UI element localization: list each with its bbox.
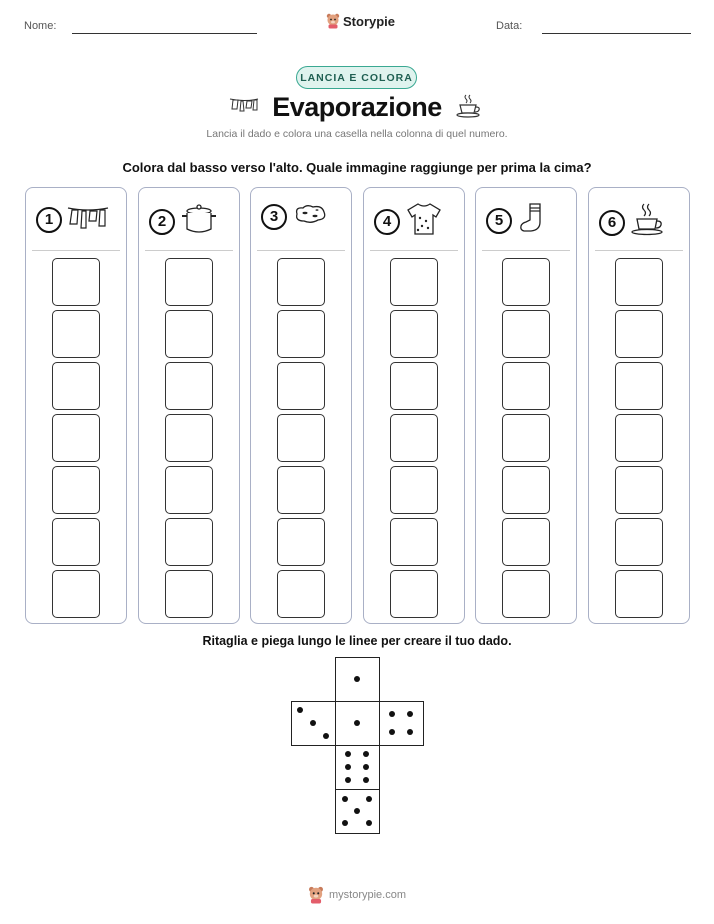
column-header (374, 202, 443, 241)
footer (0, 886, 714, 904)
dice-pip (363, 777, 369, 783)
column-4 (363, 187, 465, 624)
color-box[interactable] (390, 258, 438, 306)
dice-pip (354, 808, 360, 814)
hot-cup-small-icon (455, 93, 483, 119)
column-number: 2 (149, 209, 175, 235)
storypie-logo (326, 13, 395, 29)
color-box[interactable] (165, 414, 213, 462)
column-divider (32, 250, 120, 251)
color-box[interactable] (390, 518, 438, 566)
color-box[interactable] (615, 570, 663, 618)
color-box[interactable] (502, 414, 550, 462)
color-box[interactable] (502, 518, 550, 566)
name-label: Nome: (24, 20, 57, 32)
dice-pip (323, 733, 329, 739)
color-box[interactable] (277, 466, 325, 514)
column-number: 6 (599, 210, 625, 236)
dice-pip (342, 796, 348, 802)
color-box[interactable] (165, 466, 213, 514)
color-box[interactable] (277, 414, 325, 462)
column-1 (25, 187, 127, 624)
dice-pip (342, 820, 348, 826)
column-number: 5 (486, 208, 512, 234)
sock-icon (517, 202, 547, 239)
page-title: Evaporazione (272, 92, 442, 122)
color-box[interactable] (277, 258, 325, 306)
dice-pip (297, 707, 303, 713)
dice-pip (407, 729, 413, 735)
color-box[interactable] (52, 414, 100, 462)
dice-pip (407, 711, 413, 717)
clothesline-icon (67, 202, 109, 237)
column-header (149, 202, 218, 241)
column-divider (595, 250, 683, 251)
color-box[interactable] (165, 570, 213, 618)
column-divider (145, 250, 233, 251)
dice-face-1-center (335, 701, 380, 746)
puddle-icon (292, 202, 328, 231)
color-box[interactable] (277, 518, 325, 566)
color-box[interactable] (502, 466, 550, 514)
color-box[interactable] (52, 518, 100, 566)
clothesline-small-icon (229, 96, 259, 114)
dice-pip (366, 820, 372, 826)
column-header (486, 202, 547, 239)
dice-pip (366, 796, 372, 802)
brand-name: Storypie (343, 13, 396, 29)
cooking-pot-icon (180, 202, 218, 241)
column-divider (482, 250, 570, 251)
dice-pip (345, 751, 351, 757)
dice-pip (363, 751, 369, 757)
color-box[interactable] (502, 258, 550, 306)
color-box[interactable] (165, 518, 213, 566)
color-box[interactable] (502, 310, 550, 358)
column-6 (588, 187, 690, 624)
footer-site: mystorypie.com (328, 889, 407, 901)
dice-pip (389, 729, 395, 735)
color-box[interactable] (615, 362, 663, 410)
dice-face-3 (291, 701, 336, 746)
dice-pip (354, 676, 360, 682)
color-box[interactable] (277, 310, 325, 358)
column-divider (257, 250, 345, 251)
date-line[interactable] (542, 33, 691, 34)
color-box[interactable] (502, 362, 550, 410)
color-box[interactable] (390, 362, 438, 410)
color-box[interactable] (165, 258, 213, 306)
color-box[interactable] (615, 466, 663, 514)
column-3 (250, 187, 352, 624)
color-box[interactable] (165, 362, 213, 410)
color-box[interactable] (615, 258, 663, 306)
column-header (36, 202, 109, 237)
color-box[interactable] (615, 310, 663, 358)
color-box[interactable] (52, 570, 100, 618)
column-number: 4 (374, 209, 400, 235)
color-box[interactable] (390, 414, 438, 462)
subtitle: Lancia il dado e colora una casella nella colonna di quel numero. (206, 128, 508, 140)
color-box[interactable] (52, 466, 100, 514)
activity-badge: LANCIA E COLORA (296, 66, 417, 89)
dice-face-1 (335, 657, 380, 702)
bear-footer-icon (308, 886, 324, 904)
color-box[interactable] (615, 518, 663, 566)
color-box[interactable] (390, 466, 438, 514)
column-number: 3 (261, 204, 287, 230)
color-box[interactable] (615, 414, 663, 462)
date-label: Data: (496, 20, 523, 32)
name-line[interactable] (72, 33, 257, 34)
column-header (599, 202, 666, 243)
dice-pip (310, 720, 316, 726)
color-box[interactable] (502, 570, 550, 618)
instruction: Colora dal basso verso l'alto. Quale immagine raggiunge per prima la cima? (122, 160, 592, 175)
column-2 (138, 187, 240, 624)
dice-face-5 (335, 789, 380, 834)
dice-instruction: Ritaglia e piega lungo le linee per creare il tuo dado. (202, 634, 512, 648)
color-box[interactable] (52, 362, 100, 410)
color-box[interactable] (52, 258, 100, 306)
column-5 (475, 187, 577, 624)
dice-pip (345, 777, 351, 783)
color-box[interactable] (390, 570, 438, 618)
column-divider (370, 250, 458, 251)
dice-face-4 (379, 701, 424, 746)
hot-cup-icon (630, 202, 666, 243)
column-number: 1 (36, 207, 62, 233)
dice-pip (363, 764, 369, 770)
color-box[interactable] (277, 362, 325, 410)
dice-pip (354, 720, 360, 726)
dice-face-6 (335, 745, 380, 790)
dice-pip (389, 711, 395, 717)
wet-shirt-icon (405, 202, 443, 241)
color-box[interactable] (390, 310, 438, 358)
color-box[interactable] (165, 310, 213, 358)
dice-pip (345, 764, 351, 770)
column-header (261, 202, 328, 231)
color-box[interactable] (277, 570, 325, 618)
bear-icon (326, 13, 340, 29)
color-box[interactable] (52, 310, 100, 358)
